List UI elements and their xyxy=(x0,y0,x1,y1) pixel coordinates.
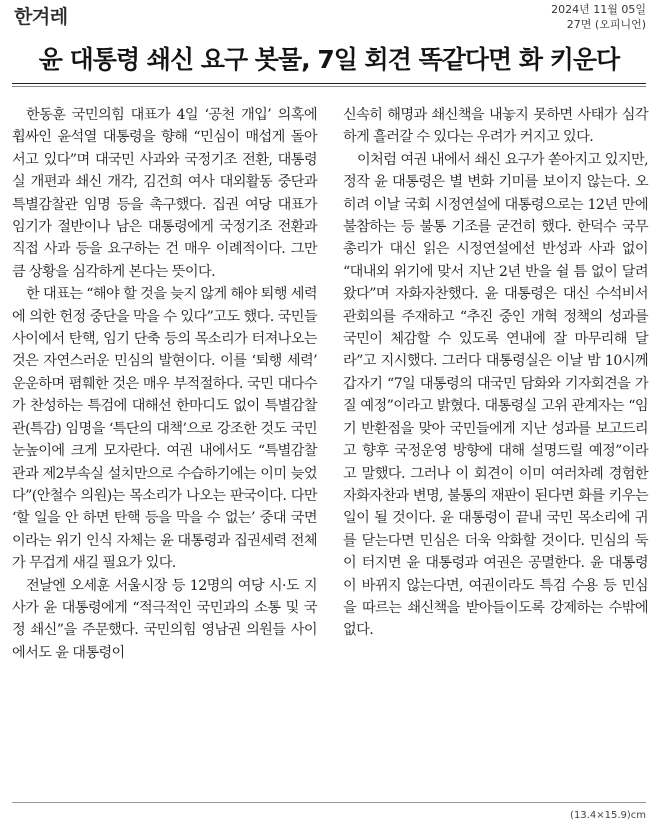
headline: 윤 대통령 쇄신 요구 봇물, 7일 회견 똑같다면 화 키운다 xyxy=(38,45,620,74)
headline-divider-thin xyxy=(12,86,646,87)
masthead xyxy=(0,0,658,34)
page-section: 27면 (오피니언) xyxy=(566,18,646,31)
article-paragraph: 한동훈 국민의힘 대표가 4일 ‘공천 개입’ 의혹에 휩싸인 윤석열 대통령을 향해 “민심이 매섭게 돌아서고 있다”며 대국민 사과와 국정기조 전환, 대통령실 개편과 쇄신 개각, 김건희 여사 대외활동 중단과 특별감찰관 임명 등을 촉구했다. 집권 여당 대표가 임기가 절반이나 남은 대통령에게 국정기조 전환과 직접 사과 등을 요구하는 건 매우 이례적이다. 그만큼 상황을 심각하게 본다는 뜻이다. xyxy=(12,107,317,280)
article-paragraph: 신속히 해명과 쇄신책을 내놓지 못하면 사태가 심각하게 흘러갈 수 있다는 우려가 커지고 있다. xyxy=(343,107,648,146)
clipping-size-note: (13.4×15.9)cm xyxy=(570,810,646,821)
article-paragraph: 전날엔 오세훈 서울시장 등 12명의 여당 시·도 지사가 윤 대통령에게 “적극적인 국민과의 소통 및 국정 쇄신”을 주문했다. 국민의힘 영남권 의원들 사이에서도 윤 대통령이 xyxy=(12,577,317,661)
article-paragraph: 한 대표는 “해야 할 것을 늦지 않게 해야 퇴행 세력에 의한 헌정 중단을 막을 수 있다”고도 했다. 국민들 사이에서 탄핵, 임기 단축 등의 목소리가 터져나오는 것은 자연스러운 민심의 발현이다. 이를 ‘퇴행 세력’ 운운하며 폄훼한 것은 매우 부적절하다. 국민 대다수가 찬성하는 특검에 대해선 한마디도 없이 특별감찰관(특감) 임명을 ‘특단의 대책’으로 강조한 것도 국민 눈높이에 크게 모자란다. 여권 내에서도 “특별감찰관과 제2부속실 설치만으로 수습하기에는 이미 늦었다”(안철수 의원)는 목소리가 나오는 판국이다. 다만 ‘할 일을 안 하면 탄핵 등을 막을 수 없는’ 중대 국면이라는 위기 인식 자체는 윤 대통령과 집권세력 전체가 무겁게 새길 필요가 있다. xyxy=(12,286,317,572)
footer-divider xyxy=(12,802,646,803)
newspaper-logo: 한겨레 xyxy=(14,6,68,28)
publication-date: 2024년 11월 05일 xyxy=(551,3,646,16)
article-paragraph: 이처럼 여권 내에서 쇄신 요구가 쏟아지고 있지만, 정작 윤 대통령은 별 변화 기미를 보이지 않는다. 오히려 이날 국회 시정연설에 대통령으로는 12년 만에 불참하는 등 불통 기조를 굳건히 했다. 한덕수 국무총리가 대신 읽은 시정연설에선 반성과 사과 없이 “대내외 위기에 맞서 지난 2년 반을 쉴 틈 없이 달려왔다”며 자화자찬했다. 윤 대통령은 대신 수석비서관회의를 주재하고 “추진 중인 개혁 정책의 성과를 국민이 체감할 수 있도록 연내에 잘 마무리해 달라”고 지시했다. 그러다 대통령실은 이날 밤 10시께 갑자기 “7일 대통령의 대국민 담화와 기자회견을 가질 예정”이라고 밝혔다. 대통령실 고위 관계자는 “임기 반환점을 맞아 국민들에게 지난 성과를 보고드리고 향후 국정운영 방향에 대해 설명드릴 예정”이라고 말했다. 그러나 이 회견이 이미 여러차례 경험한 자화자찬과 변명, 불통의 재판이 된다면 화를 키우는 일이 될 것이다. 윤 대통령이 끝내 국민 목소리에 귀를 닫는다면 민심은 더욱 악화할 것이다. 민심의 둑이 터지면 윤 대통령과 여권은 공멸한다. 윤 대통령이 바뀌지 않는다면, 여권이라도 특검 수용 등 민심을 따르는 쇄신책을 받아들이도록 강제하는 수밖에 없다. xyxy=(343,151,648,639)
publication-meta xyxy=(551,2,646,32)
article-column-right xyxy=(343,104,648,642)
headline-divider xyxy=(12,83,646,84)
article-column-left xyxy=(12,104,317,664)
